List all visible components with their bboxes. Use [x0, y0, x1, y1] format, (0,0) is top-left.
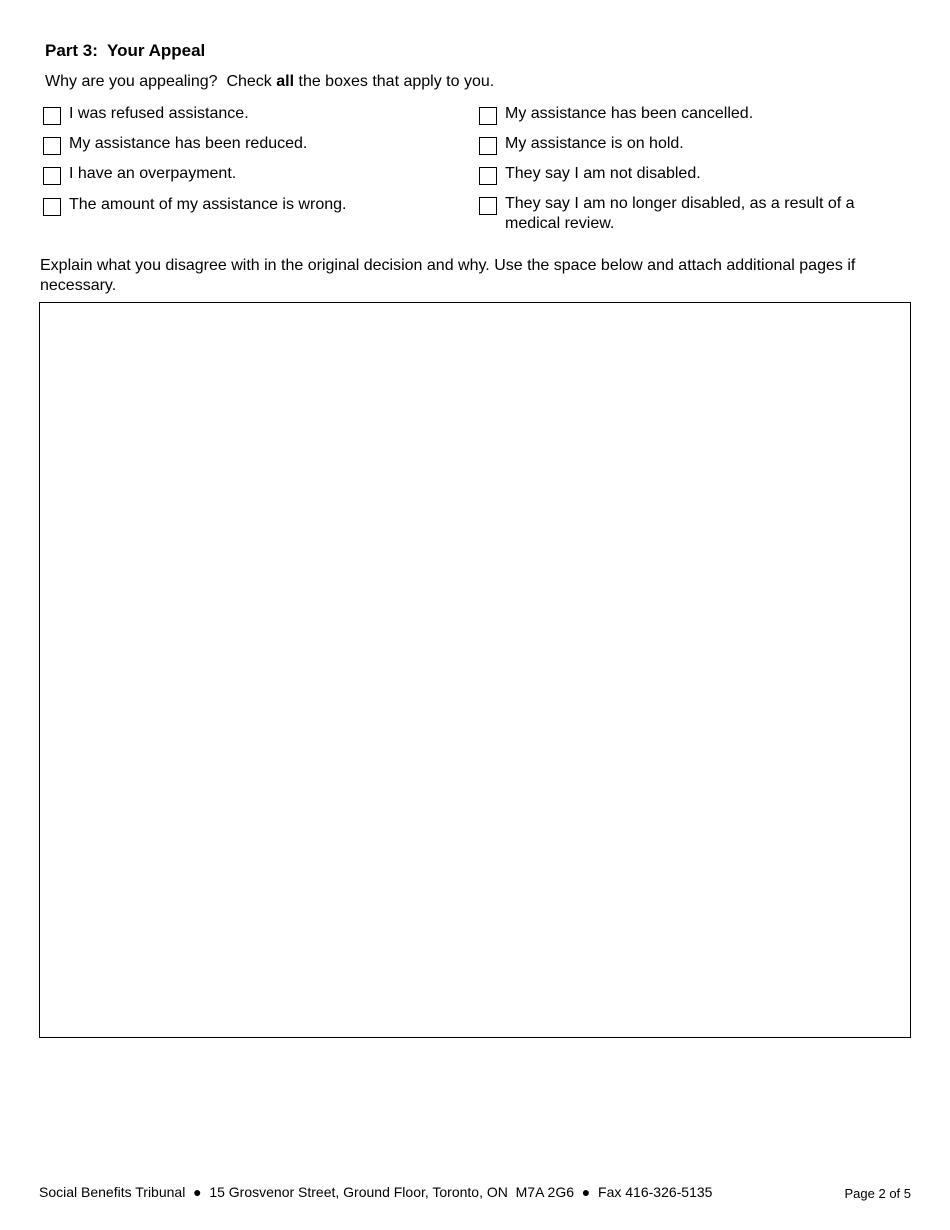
checkbox-cancelled-label: My assistance has been cancelled. [505, 105, 754, 122]
checkbox-medical-review[interactable] [479, 194, 899, 234]
question-suffix: the boxes that apply to you. [294, 73, 495, 90]
appeal-question [45, 73, 494, 91]
checkbox-reduced-label: My assistance has been reduced. [69, 135, 308, 152]
checkbox-not-disabled[interactable] [479, 164, 899, 185]
checkbox-medical-review-label: They say I am no longer disabled, as a result of a medical review. [505, 195, 855, 232]
checkbox-not-disabled-box[interactable] [479, 167, 497, 185]
footer-address: Social Benefits Tribunal ● 15 Grosvenor Street, Ground Floor, Toronto, ON M7A 2G6 ● Fax 416-326-5135 [39, 1184, 713, 1200]
question-emphasis: all [276, 73, 295, 90]
checkbox-overpayment-box[interactable] [43, 167, 61, 185]
checkbox-amount-wrong[interactable] [43, 195, 443, 216]
checkbox-cancelled-box[interactable] [479, 107, 497, 125]
checkbox-medical-review-box[interactable] [479, 197, 497, 215]
checkbox-on-hold-label: My assistance is on hold. [505, 135, 684, 152]
question-prefix: Why are you appealing? Check [45, 73, 277, 90]
checkbox-cancelled[interactable] [479, 104, 899, 125]
checkbox-overpayment-label: I have an overpayment. [69, 165, 237, 182]
checkbox-on-hold-box[interactable] [479, 137, 497, 155]
page-number: Page 2 of 5 [844, 1186, 911, 1201]
checkbox-on-hold[interactable] [479, 134, 899, 155]
checkbox-not-disabled-label: They say I am not disabled. [505, 165, 701, 182]
checkbox-overpayment[interactable] [43, 164, 443, 185]
checkbox-reduced[interactable] [43, 134, 443, 155]
explanation-textarea[interactable] [39, 302, 911, 1038]
checkbox-amount-wrong-label: The amount of my assistance is wrong. [69, 196, 347, 213]
checkbox-refused-box[interactable] [43, 107, 61, 125]
checkbox-refused-label: I was refused assistance. [69, 105, 249, 122]
checkbox-reduced-box[interactable] [43, 137, 61, 155]
checkbox-amount-wrong-box[interactable] [43, 198, 61, 216]
section-title: Part 3: Your Appeal [45, 41, 206, 60]
explanation-instructions: Explain what you disagree with in the original decision and why. Use the space below and attach additional pages if necessary. [40, 257, 856, 294]
checkbox-refused[interactable] [43, 104, 443, 125]
